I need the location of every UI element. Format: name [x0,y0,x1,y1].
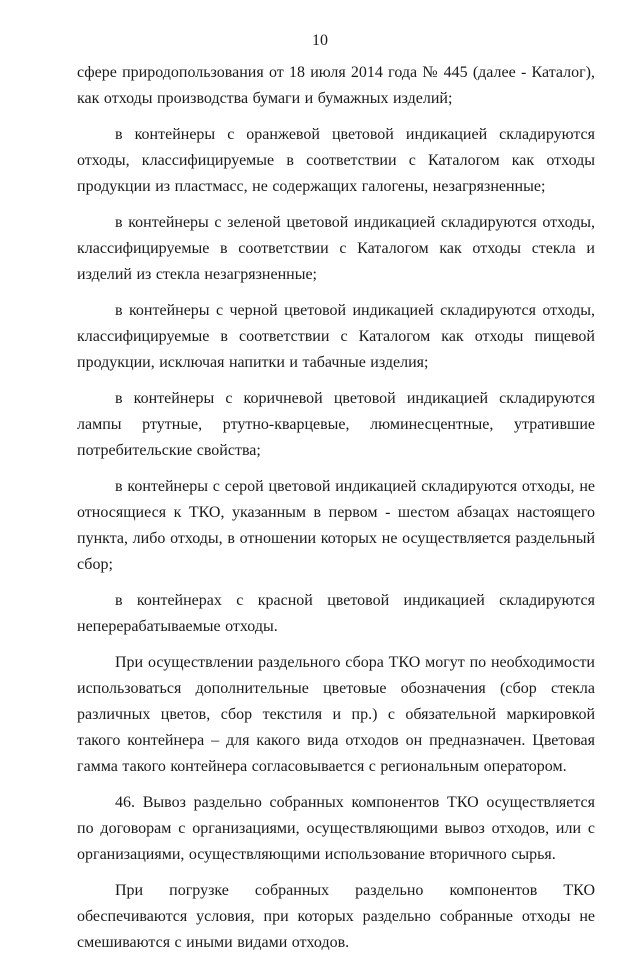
paragraph-brown-containers: в контейнеры с коричневой цветовой индикацией складируются лампы ртутные, ртутно-кварцевые, люминесцентные, утратившие потребительские свойства; [77,390,595,459]
paragraph-gray-containers: в контейнеры с серой цветовой индикацией складируются отходы, не относящиеся к ТКО, указанным в первом - шестом абзацах настоящего пункта, либо отходы, в отношении которых не осуществляется раздельный сбор; [77,478,595,573]
paragraph-catalog-reference: сфере природопользования от 18 июля 2014 года № 445 (далее - Каталог), как отходы производства бумаги и бумажных изделий; [77,64,595,107]
page-number: 10 [312,32,328,49]
paragraph-additional-color-codes: При осуществлении раздельного сбора ТКО могут по необходимости использоваться дополнительные цветовые обозначения (сбор стекла различных цветов, сбор текстиля и пр.) с обязательной маркировкой такого контейнера – для какого вида отходов он предназначен. Цветовая гамма такого контейнера согласовывается с региональным оператором. [77,654,595,775]
paragraph-red-containers: в контейнерах с красной цветовой индикацией складируются неперерабатываемые отходы. [77,592,595,635]
paragraph-item-46-removal: 46. Вывоз раздельно собранных компонентов ТКО осуществляется по договорам с организациями, осуществляющими вывоз отходов, или с организациями, осуществляющими использование вторичного сырья. [77,794,595,863]
paragraph-loading-conditions: При погрузке собранных раздельно компонентов ТКО обеспечиваются условия, при которых раздельно собранные отходы не смешиваются с иными видами отходов. [77,882,595,951]
paragraph-black-containers: в контейнеры с черной цветовой индикацией складируются отходы, классифицируемые в соответствии с Каталогом как отходы пищевой продукции, исключая напитки и табачные изделия; [77,302,595,371]
document-body [77,60,595,966]
paragraph-green-containers: в контейнеры с зеленой цветовой индикацией складируются отходы, классифицируемые в соответствии с Каталогом как отходы стекла и изделий из стекла незагрязненные; [77,214,595,283]
paragraph-orange-containers: в контейнеры с оранжевой цветовой индикацией складируются отходы, классифицируемые в соответствии с Каталогом как отходы продукции из пластмасс, не содержащих галогены, незагрязненные; [77,126,595,195]
